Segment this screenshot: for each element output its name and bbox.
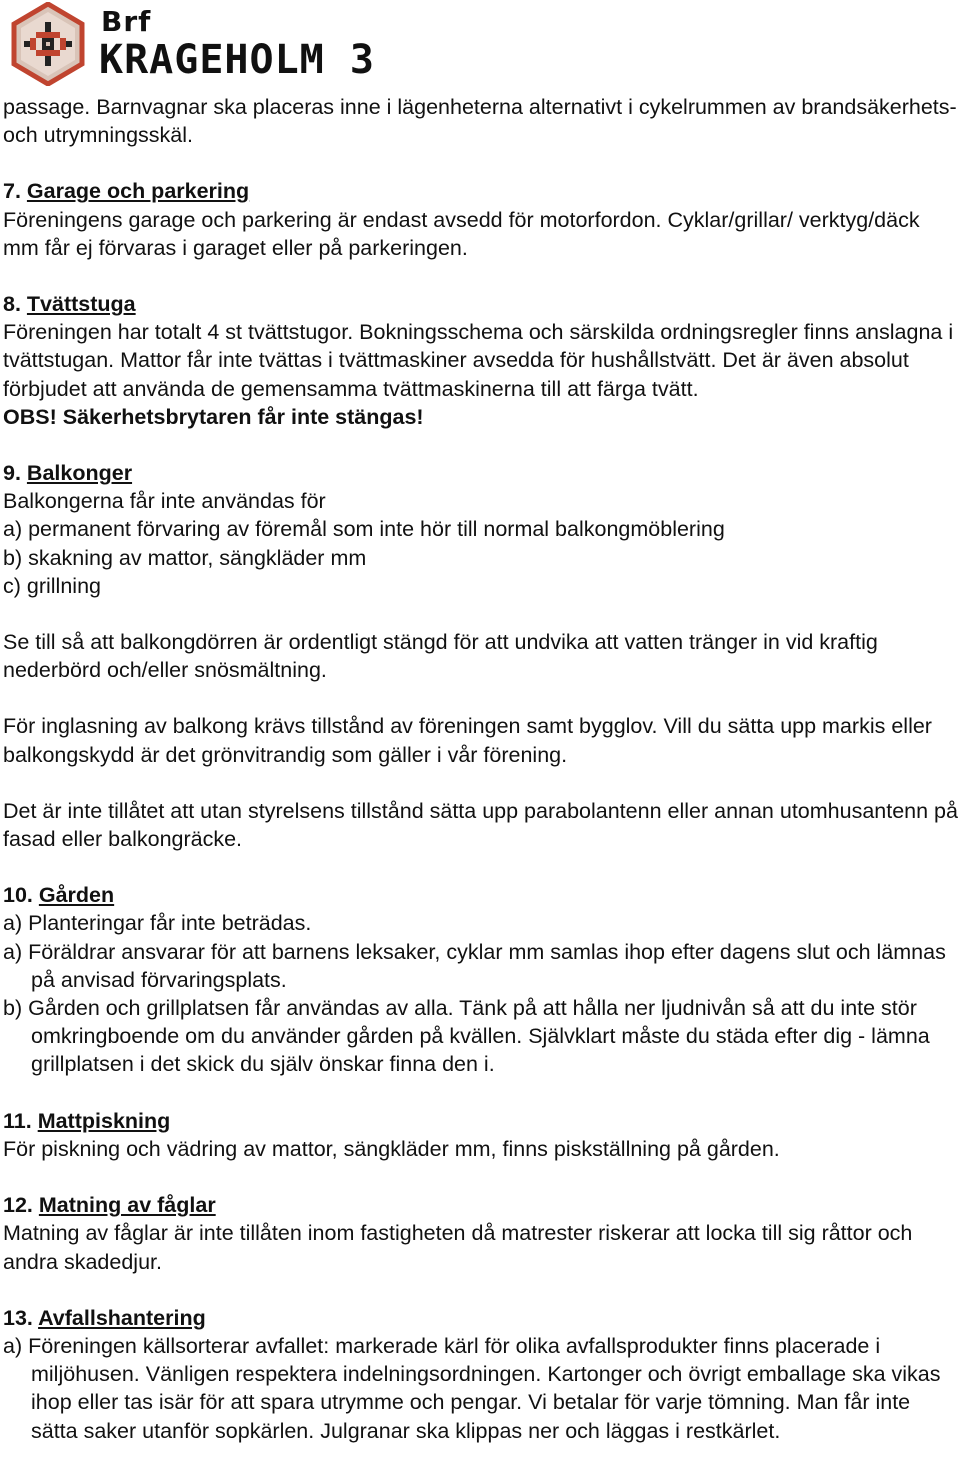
paragraph: Det är inte tillåtet att utan styrelsens tillstånd sätta upp parabolantenn eller annan utomhusantenn på fasad eller balkongräcke. — [3, 798, 958, 852]
section-title: Garage och parkering — [26, 179, 250, 204]
section-title: Tvättstuga — [26, 292, 136, 317]
section-number: 9. — [3, 461, 21, 486]
section-heading-bird-feeding — [3, 1191, 958, 1219]
section-title: Mattpiskning — [37, 1108, 171, 1133]
warning-text: OBS! Säkerhetsbrytaren får inte stängas! — [3, 404, 424, 429]
section-title: Gården — [38, 883, 115, 908]
document-body — [3, 93, 958, 1445]
paragraph: För inglasning av balkong krävs tillstånd av föreningen samt bygglov. Vill du sätta upp markis eller balkongskydd är det grönvitrandig som gäller i vår förening. — [3, 714, 932, 767]
section-heading-waste — [3, 1304, 958, 1332]
section-heading-balconies — [3, 459, 958, 487]
paragraph: Se till så att balkongdörren är ordentligt stängd för att undvika att vatten tränger in vid kraftig nederbörd och/eller snösmältning. — [3, 630, 878, 683]
section-number: 13. — [3, 1305, 33, 1330]
list-item: a) permanent förvaring av föremål som inte hör till normal balkongmöblering — [3, 517, 725, 542]
section-title: Matning av fåglar — [38, 1193, 216, 1218]
list-item: b) Gården och grillplatsen får användas av alla. Tänk på att hålla ner ljudnivån så att du inte stör omkringboende om du använder gården på kvällen. Självklart måste du städa efter dig - lämna grillplatsen i det skick du själv önskar finna den i. — [3, 996, 930, 1077]
krageholm-logo-icon — [6, 2, 90, 86]
paragraph: Föreningen har totalt 4 st tvättstugor. Bokningsschema och särskilda ordningsregler finns anslagna i tvättstugan. Mattor får inte tvättas i tvättmaskiner avsedda för hushållstvätt. Det är även absolut förbjudet att använda de gemensamma tvättmaskinerna till att färga tvätt. — [3, 320, 954, 401]
section-heading-rug-beating — [3, 1107, 958, 1135]
section-heading-garage — [3, 177, 958, 205]
section-number: 8. — [3, 292, 21, 317]
intro-paragraph: passage. Barnvagnar ska placeras inne i lägenheterna alternativt i cykelrummen av brandsäkerhets- och utrymningsskäl. — [3, 95, 957, 148]
section-number: 12. — [3, 1193, 33, 1218]
brand-name: KRAGEHOLM 3 — [99, 37, 375, 83]
section-heading-laundry — [3, 290, 958, 318]
section-number: 11. — [3, 1108, 32, 1133]
list-item: a) Föräldrar ansvarar för att barnens leksaker, cyklar mm samlas ihop efter dagens slut och lämnas på anvisad förvaringsplats. — [3, 939, 946, 992]
section-title: Avfallshantering — [38, 1305, 206, 1330]
section-heading-courtyard — [3, 881, 958, 909]
paragraph: Matning av fåglar är inte tillåten inom fastigheten då matrester riskerar att locka till sig råttor och andra skadedjur. — [3, 1221, 913, 1274]
paragraph: Föreningens garage och parkering är endast avsedd för motorfordon. Cyklar/grillar/ verktyg/däck mm får ej förvaras i garaget eller på parkeringen. — [3, 207, 920, 260]
paragraph: För piskning och vädring av mattor, sängkläder mm, finns piskställning på gården. — [3, 1136, 780, 1161]
list-item: a) Planteringar får inte beträdas. — [3, 911, 312, 936]
section-number: 7. — [3, 179, 21, 204]
brand-prefix: Brf — [101, 5, 152, 38]
list-item: b) skakning av mattor, sängkläder mm — [3, 545, 367, 570]
section-title: Balkonger — [26, 461, 133, 486]
document-header — [6, 2, 406, 86]
paragraph: Balkongerna får inte användas för — [3, 489, 326, 514]
list-item: a) Föreningen källsorterar avfallet: markerade kärl för olika avfallsprodukter finns placerade i miljöhusen. Vänligen respektera indelningsordningen. Kartonger och övrigt emballage ska vikas ihop eller tas isär för att spara utrymme och pengar. Vi betalar för varje tömning. Man får inte sätta saker utanför sopkärlen. Julgranar ska klippas ner och läggas i restkärlet. — [3, 1333, 941, 1443]
list-item: c) grillning — [3, 573, 101, 598]
section-number: 10. — [3, 883, 33, 908]
